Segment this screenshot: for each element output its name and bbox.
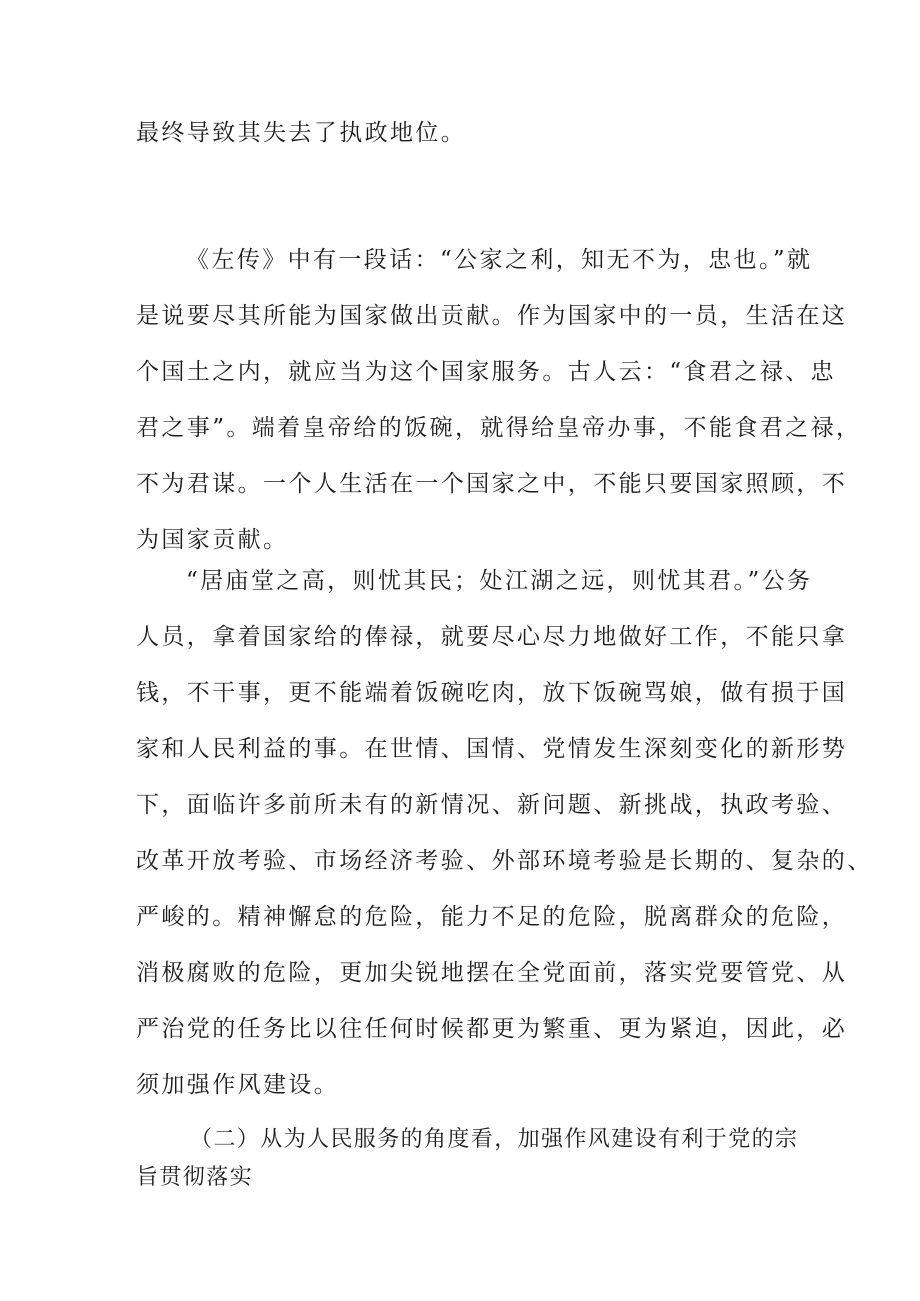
paragraph-line: 须加强作风建设。 xyxy=(136,1072,340,1098)
paragraph-line: 君之事”。端着皇帝给的饭碗，就得给皇帝办事，不能食君之禄， xyxy=(136,415,862,441)
paragraph-line: 严治党的任务比以往任何时候都更为繁重、更为紧迫，因此，必 xyxy=(136,1016,848,1042)
paragraph-line: 家和人民利益的事。在世情、国情、党情发生深刻变化的新形势 xyxy=(136,736,848,762)
section-heading-line: （二）从为人民服务的角度看，加强作风建设有利于党的宗 xyxy=(190,1127,799,1152)
paragraph-line: “居庙堂之高，则忧其民；处江湖之远，则忧其君。”公务 xyxy=(186,568,813,594)
paragraph-line: 严峻的。精神懈怠的危险，能力不足的危险，脱离群众的危险， xyxy=(136,904,848,930)
paragraph-line: 改革开放考验、市场经济考验、外部环境考验是长期的、复杂的、 xyxy=(136,848,873,874)
section-heading-line: 旨贯彻落实 xyxy=(136,1165,254,1190)
paragraph-line: 为国家贡献。 xyxy=(136,527,289,553)
paragraph-line: 个国土之内，就应当为这个国家服务。古人云：“食君之禄、忠 xyxy=(136,359,836,385)
paragraph-line: 《左传》中有一段话：“公家之利，知无不为，忠也。”就 xyxy=(186,247,813,273)
paragraph-line: 钱，不干事，更不能端着饭碗吃肉，放下饭碗骂娘，做有损于国 xyxy=(136,680,848,706)
paragraph-line: 人员，拿着国家给的俸禄，就要尽心尽力地做好工作，不能只拿 xyxy=(136,624,848,650)
paragraph-line: 不为君谋。一个人生活在一个国家之中，不能只要国家照顾，不 xyxy=(136,471,848,497)
paragraph-line: 是说要尽其所能为国家做出贡献。作为国家中的一员，生活在这 xyxy=(136,303,848,329)
paragraph-line: 最终导致其失去了执政地位。 xyxy=(136,120,467,146)
paragraph-line: 消极腐败的危险，更加尖锐地摆在全党面前，落实党要管党、从 xyxy=(136,960,848,986)
paragraph-line: 下，面临许多前所未有的新情况、新问题、新挑战，执政考验、 xyxy=(136,792,848,818)
